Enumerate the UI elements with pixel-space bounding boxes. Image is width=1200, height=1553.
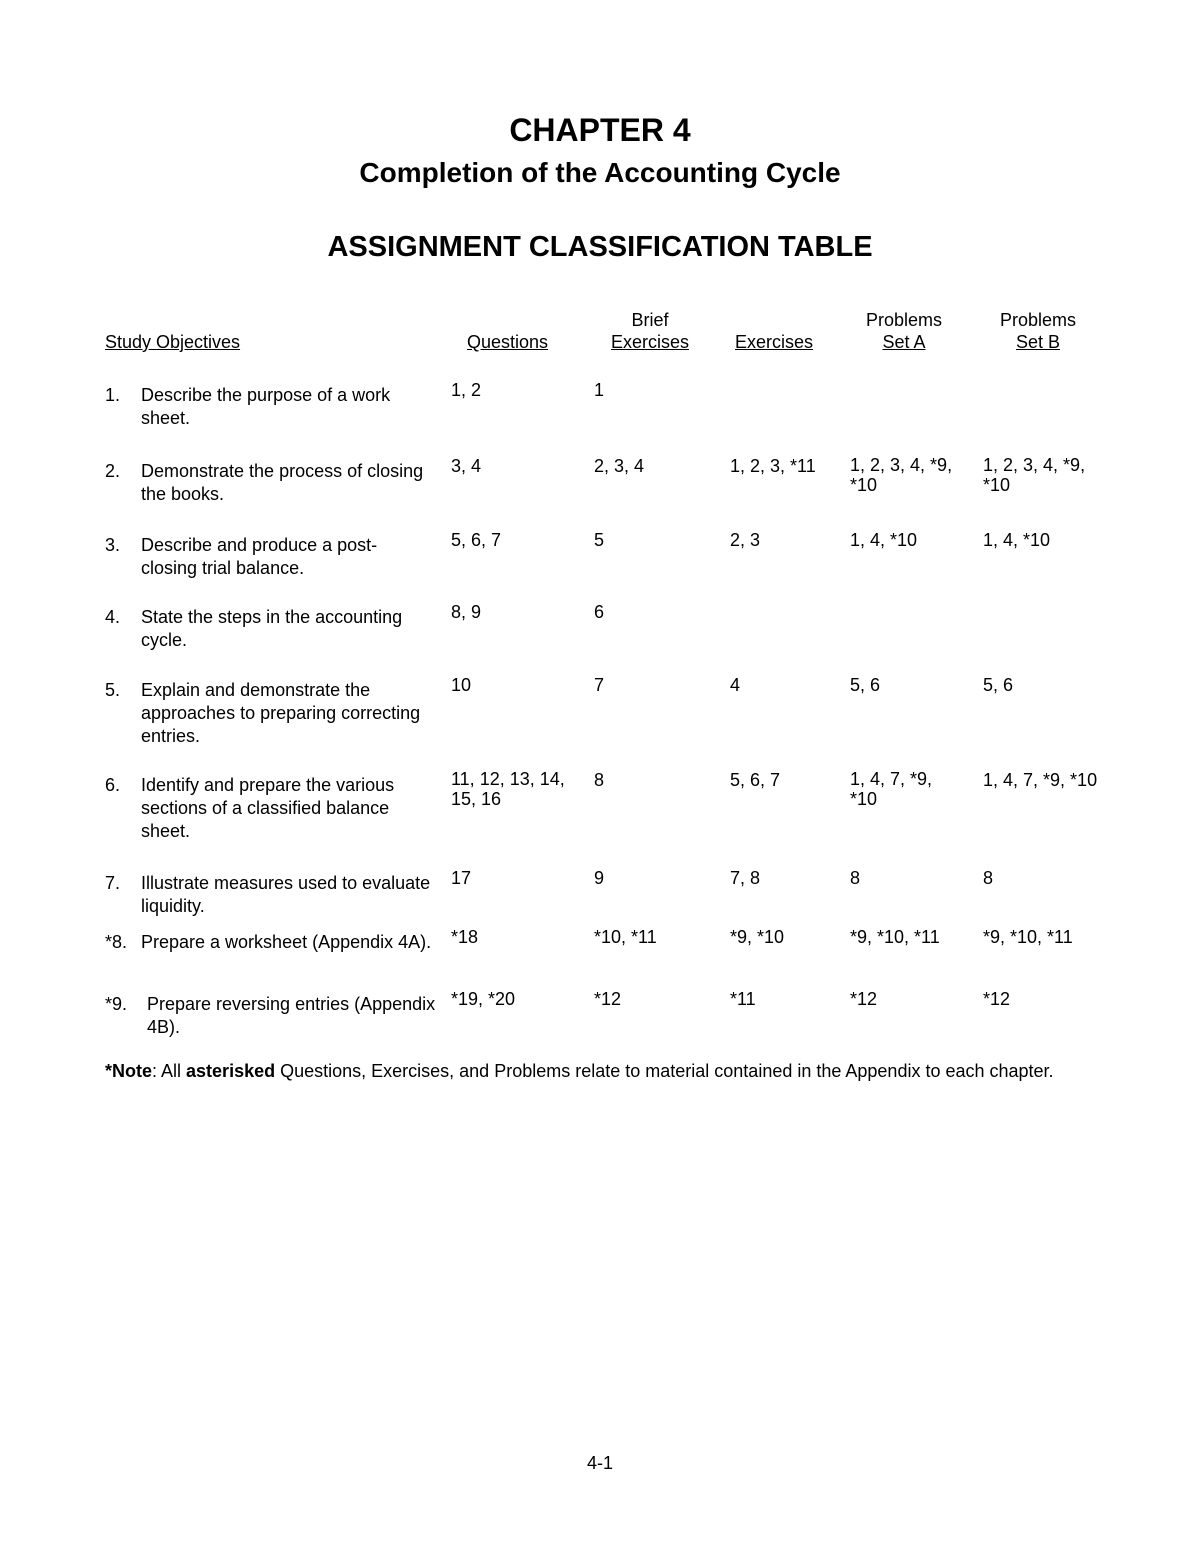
chapter-subtitle: Completion of the Accounting Cycle (359, 157, 841, 188)
column-header-brief-top: Brief (631, 310, 669, 330)
objective-text: Identify and prepare the various sections of a classified balance sheet. (141, 775, 395, 841)
exercises-cell: 2, 3 (730, 530, 761, 550)
column-header-problems-a-top: Problems (865, 310, 943, 330)
note-text: Questions, Exercises, and Problems relate to material contained in the Appendix to each chapter. (275, 1061, 1054, 1081)
objective-number: 3. (105, 535, 121, 555)
questions-cell: *19, *20 (451, 989, 516, 1009)
table-title: ASSIGNMENT CLASSIFICATION TABLE (327, 231, 873, 263)
problems-set-a-cell: 8 (850, 868, 861, 888)
objective-number: 7. (105, 873, 121, 893)
brief-exercises-cell: 8 (594, 770, 605, 790)
brief-exercises-cell: 6 (594, 602, 605, 622)
exercises-cell: 7, 8 (730, 868, 761, 888)
objective-number: 5. (105, 680, 121, 700)
column-header-brief-exercises: Exercises (610, 332, 690, 352)
brief-exercises-cell: *10, *11 (594, 927, 657, 947)
column-header-problems-set-a: Set A (882, 332, 926, 352)
questions-cell: 5, 6, 7 (451, 530, 502, 550)
objective-number: 4. (105, 607, 121, 627)
questions-cell: *18 (451, 927, 479, 947)
problems-set-b-cell: 5, 6 (983, 675, 1014, 695)
objective-text: Prepare reversing entries (Appendix 4B). (147, 994, 436, 1037)
page-number: 4-1 (586, 1453, 613, 1473)
brief-exercises-cell: 2, 3, 4 (594, 456, 645, 476)
objective-number: 2. (105, 461, 121, 481)
footnote (105, 1060, 1095, 1083)
brief-exercises-cell: 7 (594, 675, 605, 695)
questions-cell: 3, 4 (451, 456, 482, 476)
problems-set-a-cell: 5, 6 (850, 675, 881, 695)
column-header-problems-b-top: Problems (999, 310, 1077, 330)
questions-cell: 8, 9 (451, 602, 482, 622)
column-header-questions: Questions (467, 332, 549, 352)
objective-number: *9. (105, 994, 128, 1014)
note-colon: : All (152, 1061, 187, 1081)
exercises-cell: *11 (730, 989, 756, 1009)
problems-set-a-cell: 1, 4, 7, *9, *10 (850, 769, 933, 809)
objective-number: 6. (105, 775, 121, 795)
problems-set-a-cell: 1, 4, *10 (850, 530, 918, 550)
exercises-cell: 4 (730, 675, 741, 695)
brief-exercises-cell: 9 (594, 868, 605, 888)
problems-set-b-cell: 1, 4, *10 (983, 530, 1051, 550)
note-emphasis: asterisked (186, 1061, 276, 1081)
column-header-study-objectives: Study Objectives (105, 332, 241, 352)
exercises-cell: 1, 2, 3, *11 (730, 456, 816, 476)
note-label: *Note (105, 1061, 153, 1081)
column-header-exercises: Exercises (735, 332, 814, 352)
problems-set-b-cell: 1, 4, 7, *9, *10 (983, 770, 1098, 790)
questions-cell: 11, 12, 13, 14, 15, 16 (451, 769, 565, 809)
column-header-problems-set-b: Set B (1015, 332, 1061, 352)
objective-number: 1. (105, 385, 121, 405)
problems-set-b-cell: *9, *10, *11 (983, 927, 1073, 947)
exercises-cell: *9, *10 (730, 927, 785, 947)
problems-set-a-cell: *9, *10, *11 (850, 927, 940, 947)
problems-set-b-cell: *12 (983, 989, 1011, 1009)
objective-text: State the steps in the accounting cycle. (141, 607, 403, 650)
objective-text: Demonstrate the process of closing the books. (141, 461, 424, 504)
brief-exercises-cell: 1 (594, 380, 605, 400)
objective-text: Illustrate measures used to evaluate liquidity. (141, 873, 431, 916)
objective-text: Describe and produce a post-closing trial balance. (141, 535, 378, 578)
problems-set-a-cell: 1, 2, 3, 4, *9, *10 (850, 455, 953, 495)
problems-set-a-cell: *12 (850, 989, 878, 1009)
questions-cell: 10 (451, 675, 472, 695)
brief-exercises-cell: *12 (594, 989, 622, 1009)
objective-text: Explain and demonstrate the approaches to preparing correcting entries. (141, 680, 421, 746)
chapter-title: CHAPTER 4 (509, 112, 691, 148)
exercises-cell: 5, 6, 7 (730, 770, 781, 790)
problems-set-b-cell: 1, 2, 3, 4, *9, *10 (983, 455, 1086, 495)
brief-exercises-cell: 5 (594, 530, 605, 550)
objective-text: Describe the purpose of a work sheet. (141, 385, 391, 428)
questions-cell: 1, 2 (451, 380, 482, 400)
problems-set-b-cell: 8 (983, 868, 994, 888)
questions-cell: 17 (451, 868, 472, 888)
objective-text: Prepare a worksheet (Appendix 4A). (141, 932, 432, 952)
objective-number: *8. (105, 932, 128, 952)
